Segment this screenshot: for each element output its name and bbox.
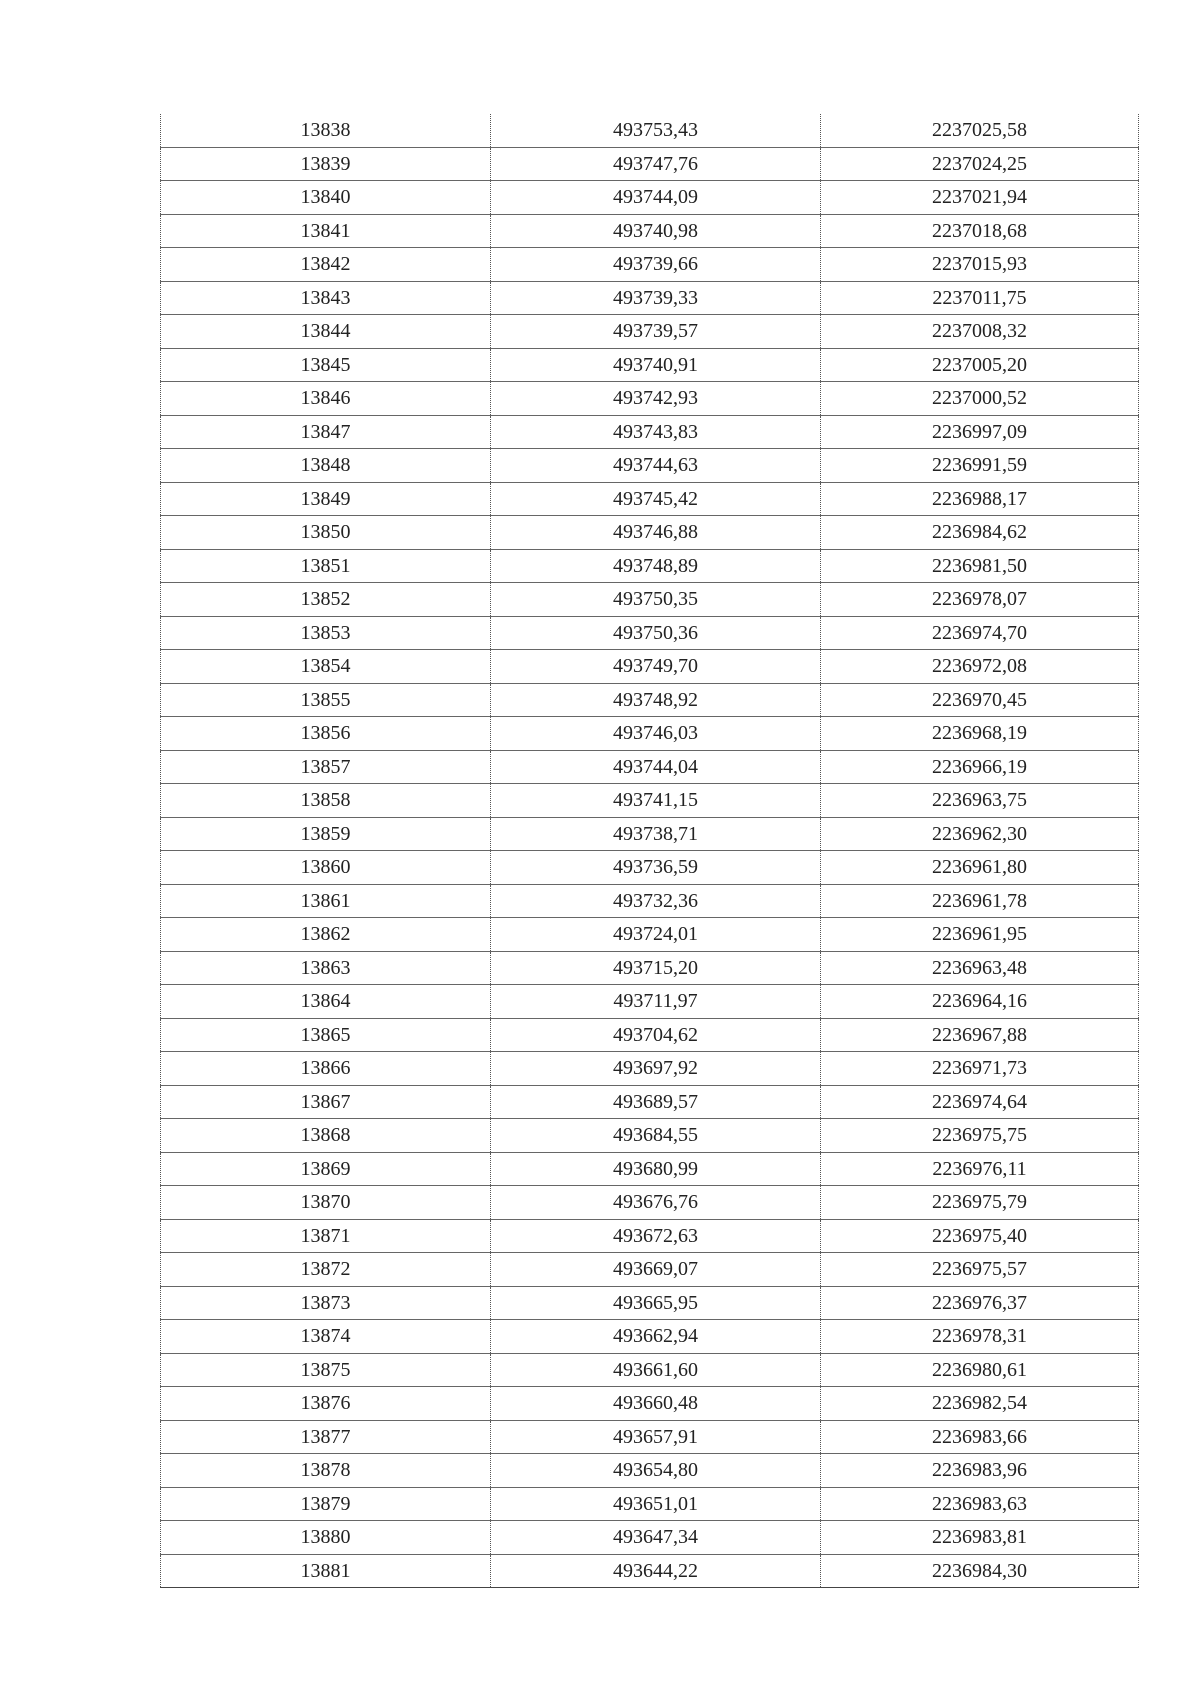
point-number-cell: 13843 [161, 281, 491, 315]
y-coordinate-cell: 2237025,58 [821, 114, 1139, 147]
point-number-cell: 13860 [161, 851, 491, 885]
point-number-cell: 13849 [161, 482, 491, 516]
y-coordinate-cell: 2236982,54 [821, 1387, 1139, 1421]
x-coordinate-cell: 493744,63 [491, 449, 821, 483]
x-coordinate-cell: 493740,98 [491, 214, 821, 248]
point-number-cell: 13864 [161, 985, 491, 1019]
table-row [161, 1018, 1139, 1052]
table-row [161, 1052, 1139, 1086]
y-coordinate-cell: 2236975,79 [821, 1186, 1139, 1220]
y-coordinate-cell: 2236991,59 [821, 449, 1139, 483]
y-coordinate-cell: 2236983,63 [821, 1487, 1139, 1521]
table-row [161, 1554, 1139, 1588]
point-number-cell: 13856 [161, 717, 491, 751]
table-row [161, 951, 1139, 985]
point-number-cell: 13869 [161, 1152, 491, 1186]
y-coordinate-cell: 2236978,31 [821, 1320, 1139, 1354]
table-row [161, 650, 1139, 684]
point-number-cell: 13846 [161, 382, 491, 416]
y-coordinate-cell: 2236997,09 [821, 415, 1139, 449]
point-number-cell: 13868 [161, 1119, 491, 1153]
y-coordinate-cell: 2236988,17 [821, 482, 1139, 516]
y-coordinate-cell: 2237005,20 [821, 348, 1139, 382]
table-row [161, 683, 1139, 717]
table-row [161, 985, 1139, 1019]
point-number-cell: 13875 [161, 1353, 491, 1387]
table-row [161, 1320, 1139, 1354]
table-row [161, 382, 1139, 416]
table-row [161, 415, 1139, 449]
point-number-cell: 13881 [161, 1554, 491, 1588]
y-coordinate-cell: 2236961,80 [821, 851, 1139, 885]
table-row [161, 1119, 1139, 1153]
x-coordinate-cell: 493736,59 [491, 851, 821, 885]
x-coordinate-cell: 493657,91 [491, 1420, 821, 1454]
x-coordinate-cell: 493741,15 [491, 784, 821, 818]
point-number-cell: 13874 [161, 1320, 491, 1354]
point-number-cell: 13838 [161, 114, 491, 147]
x-coordinate-cell: 493676,76 [491, 1186, 821, 1220]
point-number-cell: 13877 [161, 1420, 491, 1454]
table-row [161, 248, 1139, 282]
y-coordinate-cell: 2236975,75 [821, 1119, 1139, 1153]
y-coordinate-cell: 2237024,25 [821, 147, 1139, 181]
table-row [161, 1487, 1139, 1521]
x-coordinate-cell: 493745,42 [491, 482, 821, 516]
x-coordinate-cell: 493689,57 [491, 1085, 821, 1119]
y-coordinate-cell: 2236978,07 [821, 583, 1139, 617]
table-row [161, 1387, 1139, 1421]
point-number-cell: 13861 [161, 884, 491, 918]
y-coordinate-cell: 2236964,16 [821, 985, 1139, 1019]
point-number-cell: 13848 [161, 449, 491, 483]
y-coordinate-cell: 2237018,68 [821, 214, 1139, 248]
point-number-cell: 13845 [161, 348, 491, 382]
point-number-cell: 13840 [161, 181, 491, 215]
point-number-cell: 13851 [161, 549, 491, 583]
x-coordinate-cell: 493744,09 [491, 181, 821, 215]
table-row [161, 516, 1139, 550]
table-row [161, 616, 1139, 650]
x-coordinate-cell: 493680,99 [491, 1152, 821, 1186]
point-number-cell: 13850 [161, 516, 491, 550]
x-coordinate-cell: 493744,04 [491, 750, 821, 784]
x-coordinate-cell: 493746,88 [491, 516, 821, 550]
y-coordinate-cell: 2236975,57 [821, 1253, 1139, 1287]
y-coordinate-cell: 2236984,62 [821, 516, 1139, 550]
table-row [161, 717, 1139, 751]
x-coordinate-cell: 493738,71 [491, 817, 821, 851]
x-coordinate-cell: 493743,83 [491, 415, 821, 449]
table-row [161, 583, 1139, 617]
x-coordinate-cell: 493750,36 [491, 616, 821, 650]
y-coordinate-cell: 2236975,40 [821, 1219, 1139, 1253]
x-coordinate-cell: 493711,97 [491, 985, 821, 1019]
y-coordinate-cell: 2236983,96 [821, 1454, 1139, 1488]
coordinates-table [160, 114, 1139, 1588]
y-coordinate-cell: 2236968,19 [821, 717, 1139, 751]
y-coordinate-cell: 2236983,66 [821, 1420, 1139, 1454]
point-number-cell: 13862 [161, 918, 491, 952]
table-row [161, 851, 1139, 885]
x-coordinate-cell: 493746,03 [491, 717, 821, 751]
table-row [161, 1253, 1139, 1287]
y-coordinate-cell: 2236983,81 [821, 1521, 1139, 1555]
x-coordinate-cell: 493749,70 [491, 650, 821, 684]
x-coordinate-cell: 493669,07 [491, 1253, 821, 1287]
x-coordinate-cell: 493750,35 [491, 583, 821, 617]
point-number-cell: 13865 [161, 1018, 491, 1052]
table-row [161, 1152, 1139, 1186]
x-coordinate-cell: 493660,48 [491, 1387, 821, 1421]
x-coordinate-cell: 493732,36 [491, 884, 821, 918]
x-coordinate-cell: 493704,62 [491, 1018, 821, 1052]
table-row [161, 449, 1139, 483]
y-coordinate-cell: 2236972,08 [821, 650, 1139, 684]
point-number-cell: 13847 [161, 415, 491, 449]
x-coordinate-cell: 493647,34 [491, 1521, 821, 1555]
y-coordinate-cell: 2236966,19 [821, 750, 1139, 784]
x-coordinate-cell: 493724,01 [491, 918, 821, 952]
x-coordinate-cell: 493739,57 [491, 315, 821, 349]
y-coordinate-cell: 2237021,94 [821, 181, 1139, 215]
x-coordinate-cell: 493651,01 [491, 1487, 821, 1521]
point-number-cell: 13855 [161, 683, 491, 717]
table-row [161, 1454, 1139, 1488]
x-coordinate-cell: 493672,63 [491, 1219, 821, 1253]
coordinates-table-body [161, 114, 1139, 1588]
x-coordinate-cell: 493742,93 [491, 382, 821, 416]
table-row [161, 784, 1139, 818]
table-row [161, 750, 1139, 784]
point-number-cell: 13866 [161, 1052, 491, 1086]
y-coordinate-cell: 2236963,75 [821, 784, 1139, 818]
y-coordinate-cell: 2236974,64 [821, 1085, 1139, 1119]
point-number-cell: 13863 [161, 951, 491, 985]
point-number-cell: 13880 [161, 1521, 491, 1555]
x-coordinate-cell: 493747,76 [491, 147, 821, 181]
point-number-cell: 13870 [161, 1186, 491, 1220]
y-coordinate-cell: 2236971,73 [821, 1052, 1139, 1086]
point-number-cell: 13879 [161, 1487, 491, 1521]
table-row [161, 482, 1139, 516]
table-row [161, 315, 1139, 349]
point-number-cell: 13842 [161, 248, 491, 282]
table-row [161, 281, 1139, 315]
y-coordinate-cell: 2236961,78 [821, 884, 1139, 918]
point-number-cell: 13857 [161, 750, 491, 784]
x-coordinate-cell: 493740,91 [491, 348, 821, 382]
x-coordinate-cell: 493662,94 [491, 1320, 821, 1354]
table-row [161, 918, 1139, 952]
point-number-cell: 13871 [161, 1219, 491, 1253]
y-coordinate-cell: 2236984,30 [821, 1554, 1139, 1588]
table-row [161, 181, 1139, 215]
x-coordinate-cell: 493644,22 [491, 1554, 821, 1588]
table-row [161, 1085, 1139, 1119]
point-number-cell: 13858 [161, 784, 491, 818]
x-coordinate-cell: 493654,80 [491, 1454, 821, 1488]
y-coordinate-cell: 2236976,11 [821, 1152, 1139, 1186]
y-coordinate-cell: 2237011,75 [821, 281, 1139, 315]
table-row [161, 147, 1139, 181]
table-row [161, 1186, 1139, 1220]
table-row [161, 1286, 1139, 1320]
table-row [161, 114, 1139, 147]
y-coordinate-cell: 2236980,61 [821, 1353, 1139, 1387]
table-row [161, 549, 1139, 583]
x-coordinate-cell: 493739,66 [491, 248, 821, 282]
table-row [161, 1420, 1139, 1454]
point-number-cell: 13844 [161, 315, 491, 349]
point-number-cell: 13853 [161, 616, 491, 650]
point-number-cell: 13876 [161, 1387, 491, 1421]
point-number-cell: 13839 [161, 147, 491, 181]
y-coordinate-cell: 2236967,88 [821, 1018, 1139, 1052]
x-coordinate-cell: 493748,92 [491, 683, 821, 717]
point-number-cell: 13854 [161, 650, 491, 684]
y-coordinate-cell: 2236962,30 [821, 817, 1139, 851]
x-coordinate-cell: 493697,92 [491, 1052, 821, 1086]
point-number-cell: 13878 [161, 1454, 491, 1488]
y-coordinate-cell: 2237015,93 [821, 248, 1139, 282]
x-coordinate-cell: 493748,89 [491, 549, 821, 583]
x-coordinate-cell: 493753,43 [491, 114, 821, 147]
y-coordinate-cell: 2236963,48 [821, 951, 1139, 985]
y-coordinate-cell: 2236981,50 [821, 549, 1139, 583]
y-coordinate-cell: 2237008,32 [821, 315, 1139, 349]
x-coordinate-cell: 493684,55 [491, 1119, 821, 1153]
x-coordinate-cell: 493739,33 [491, 281, 821, 315]
point-number-cell: 13872 [161, 1253, 491, 1287]
table-row [161, 884, 1139, 918]
table-row [161, 214, 1139, 248]
y-coordinate-cell: 2236961,95 [821, 918, 1139, 952]
x-coordinate-cell: 493665,95 [491, 1286, 821, 1320]
y-coordinate-cell: 2236976,37 [821, 1286, 1139, 1320]
table-row [161, 1219, 1139, 1253]
y-coordinate-cell: 2236974,70 [821, 616, 1139, 650]
y-coordinate-cell: 2237000,52 [821, 382, 1139, 416]
x-coordinate-cell: 493661,60 [491, 1353, 821, 1387]
table-row [161, 1521, 1139, 1555]
point-number-cell: 13867 [161, 1085, 491, 1119]
point-number-cell: 13873 [161, 1286, 491, 1320]
x-coordinate-cell: 493715,20 [491, 951, 821, 985]
y-coordinate-cell: 2236970,45 [821, 683, 1139, 717]
point-number-cell: 13852 [161, 583, 491, 617]
point-number-cell: 13859 [161, 817, 491, 851]
table-row [161, 817, 1139, 851]
table-row [161, 1353, 1139, 1387]
table-row [161, 348, 1139, 382]
point-number-cell: 13841 [161, 214, 491, 248]
